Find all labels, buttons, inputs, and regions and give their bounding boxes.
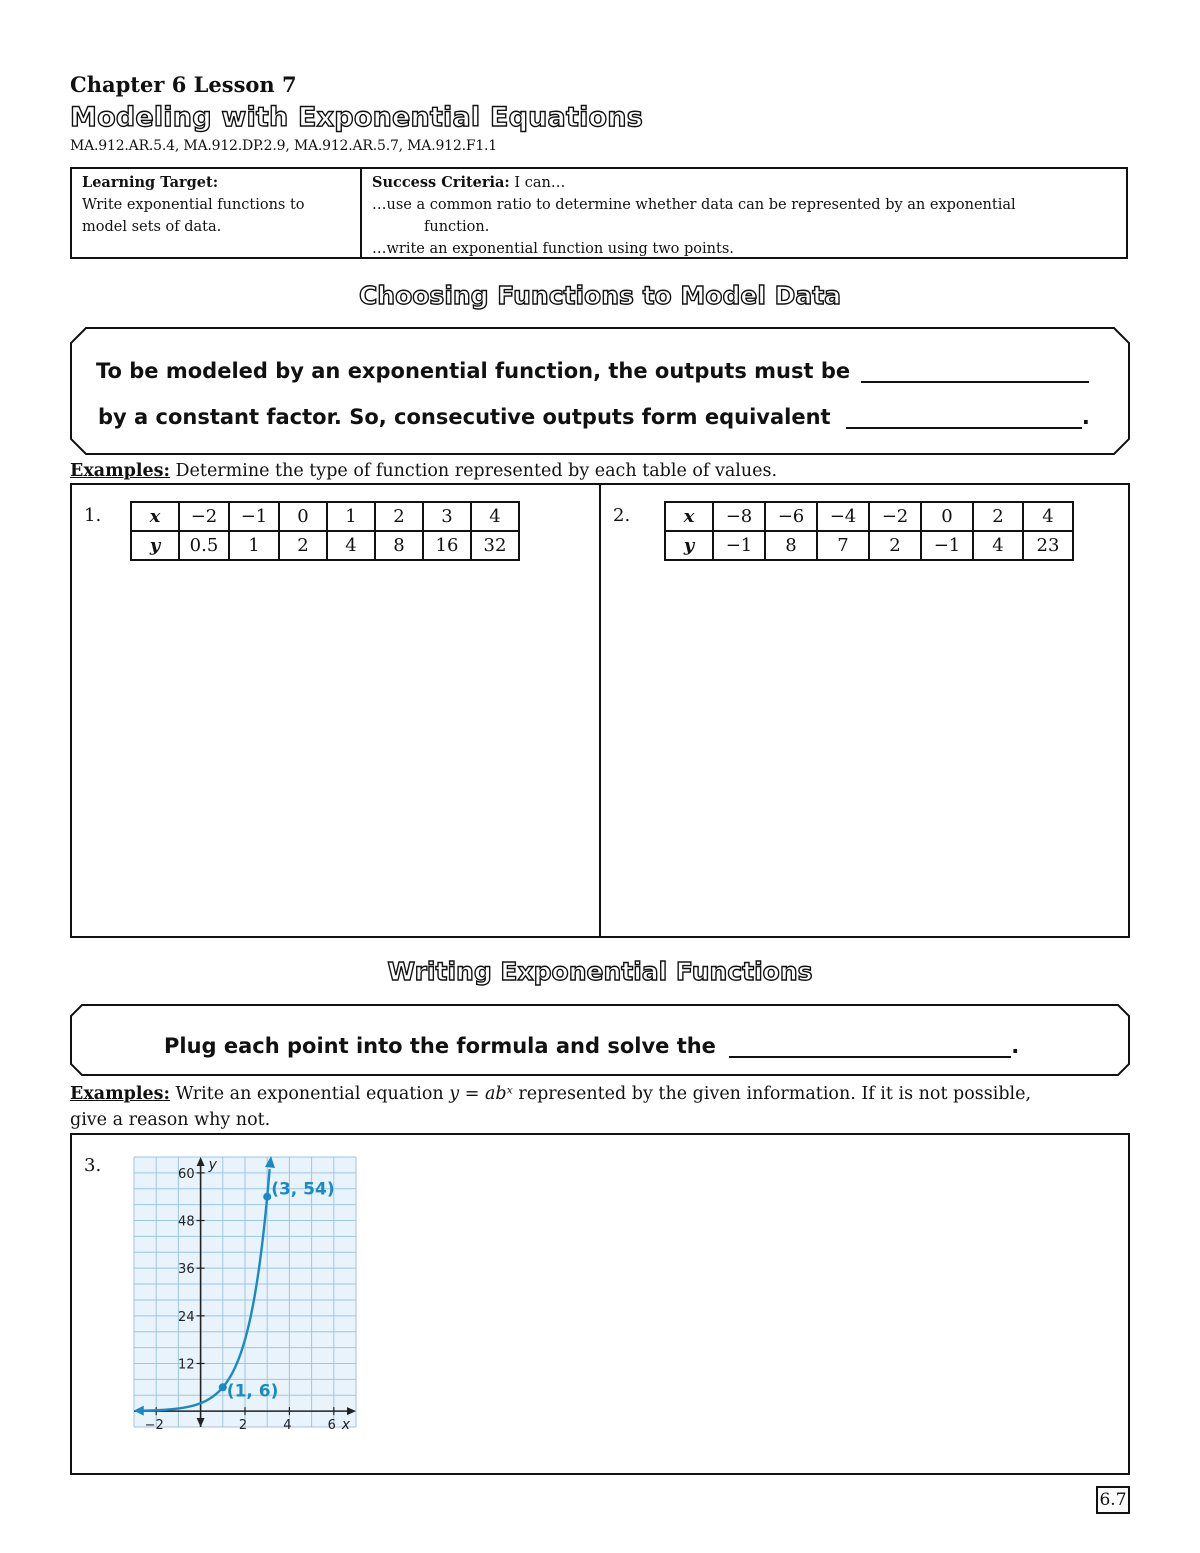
success-criterion-2: …write an exponential function using two points.: [372, 241, 734, 257]
exponential-graph: [132, 1153, 362, 1433]
examples-text-2b: represented by the given information. If it is not possible,: [512, 1084, 1032, 1104]
table-row-y: [131, 531, 519, 560]
table-cell: 2: [375, 502, 423, 531]
rule-line-3: [164, 1034, 1019, 1058]
example-1-number: 1.: [84, 505, 102, 526]
learning-target-text-1: Write exponential functions to: [82, 197, 305, 213]
table-cell: 7: [817, 531, 869, 560]
examples-instructions-1: [70, 458, 777, 484]
table-cell: 2: [869, 531, 921, 560]
table-cell: 0.5: [179, 531, 229, 560]
point-label: (3, 54): [271, 1179, 335, 1200]
success-criteria-intro: I can…: [509, 175, 566, 191]
lesson-title: Modeling with Exponential Equations: [70, 102, 643, 133]
table-cell: 2: [279, 531, 327, 560]
rule-box-exponential: [70, 327, 1130, 455]
rule-line-2: [98, 405, 1090, 429]
x-tick-label: 2: [238, 1418, 248, 1433]
table-cell: 32: [471, 531, 519, 560]
rule-line-1-text: To be modeled by an exponential function, the outputs must be: [96, 359, 851, 383]
table-cell: −6: [765, 502, 817, 531]
table-cell: −8: [713, 502, 765, 531]
rule-box-solve: [70, 1004, 1130, 1076]
table-cell: 8: [765, 531, 817, 560]
table-cell: 0: [921, 502, 973, 531]
y-axis-label: y: [208, 1157, 217, 1173]
table-header-y: y: [665, 531, 713, 560]
success-criteria-label: Success Criteria:: [372, 174, 510, 191]
table-cell: −1: [229, 502, 279, 531]
example-2-table: [664, 501, 1074, 561]
table-header-x: x: [131, 502, 179, 531]
section-title-writing: Writing Exponential Functions: [387, 957, 813, 986]
rule-line-2-end: .: [1081, 405, 1090, 429]
y-tick-label: 60: [178, 1166, 195, 1182]
table-row-x: [131, 502, 519, 531]
example-3-box: [70, 1133, 1130, 1475]
example-2-box: [599, 483, 1130, 938]
success-criterion-1-cont: function.: [424, 219, 490, 235]
x-tick-label: −2: [144, 1418, 164, 1433]
point-label: (1, 6): [226, 1381, 279, 1402]
example-2-number: 2.: [613, 505, 631, 526]
examples-label-1: Examples:: [70, 461, 170, 481]
x-tick-label: 4: [283, 1418, 292, 1433]
table-cell: 16: [423, 531, 471, 560]
x-axis-label: x: [341, 1417, 351, 1433]
graph-point: [263, 1193, 271, 1201]
rule-line-2-text: by a constant factor. So, consecutive outputs form equivalent: [98, 405, 831, 429]
graph-point: [219, 1383, 227, 1391]
table-cell: −4: [817, 502, 869, 531]
rule-line-3-end: .: [1011, 1034, 1020, 1058]
examples-label-2: Examples:: [70, 1084, 170, 1104]
example-1-table: [130, 501, 520, 561]
section-title-choosing: Choosing Functions to Model Data: [358, 281, 842, 310]
table-cell: 2: [973, 502, 1023, 531]
table-row-y: [665, 531, 1073, 560]
examples-text-1: Determine the type of function represented by each table of values.: [169, 461, 778, 481]
examples-text-2c: give a reason why not.: [70, 1110, 271, 1130]
table-row-x: [665, 502, 1073, 531]
table-cell: 0: [279, 502, 327, 531]
learning-target-box: [70, 167, 1128, 259]
standards-list: MA.912.AR.5.4, MA.912.DP.2.9, MA.912.AR.5.7, MA.912.F1.1: [70, 138, 498, 154]
answer-blank-3[interactable]: [729, 1036, 1011, 1058]
table-cell: 4: [471, 502, 519, 531]
table-cell: 1: [327, 502, 375, 531]
chapter-label: Chapter 6 Lesson 7: [70, 72, 297, 97]
table-cell: 4: [1023, 502, 1073, 531]
page-number: 6.7: [1096, 1486, 1130, 1514]
learning-target: [72, 169, 362, 257]
table-header-y: y: [131, 531, 179, 560]
table-cell: 8: [375, 531, 423, 560]
y-tick-label: 36: [178, 1262, 195, 1278]
example-3-number: 3.: [84, 1155, 102, 1176]
table-header-x: x: [665, 502, 713, 531]
success-criteria: [362, 169, 1126, 263]
rule-line-1: [96, 359, 1089, 383]
y-tick-label: 12: [178, 1357, 195, 1373]
table-cell: 3: [423, 502, 471, 531]
table-cell: 23: [1023, 531, 1073, 560]
table-cell: −2: [869, 502, 921, 531]
table-cell: −1: [921, 531, 973, 560]
examples-text-2a: Write an exponential equation: [169, 1084, 450, 1104]
learning-target-label: Learning Target:: [82, 174, 219, 191]
table-cell: 4: [973, 531, 1023, 560]
equation-formula: y = abˣ: [449, 1084, 513, 1104]
y-tick-label: 48: [178, 1214, 195, 1230]
answer-blank-1[interactable]: [861, 361, 1089, 383]
rule-line-3-text: Plug each point into the formula and solve the: [164, 1034, 716, 1058]
answer-blank-2[interactable]: [846, 407, 1082, 429]
table-cell: 1: [229, 531, 279, 560]
table-cell: −2: [179, 502, 229, 531]
learning-target-text-2: model sets of data.: [82, 219, 222, 235]
examples-instructions-2: [70, 1081, 1031, 1133]
table-cell: 4: [327, 531, 375, 560]
rule-box-border: [70, 327, 1130, 455]
x-tick-label: 6: [327, 1418, 336, 1433]
success-criterion-1: …use a common ratio to determine whether data can be represented by an exponential: [372, 197, 1016, 213]
table-cell: −1: [713, 531, 765, 560]
y-tick-label: 24: [178, 1309, 195, 1325]
example-1-box: [70, 483, 601, 938]
